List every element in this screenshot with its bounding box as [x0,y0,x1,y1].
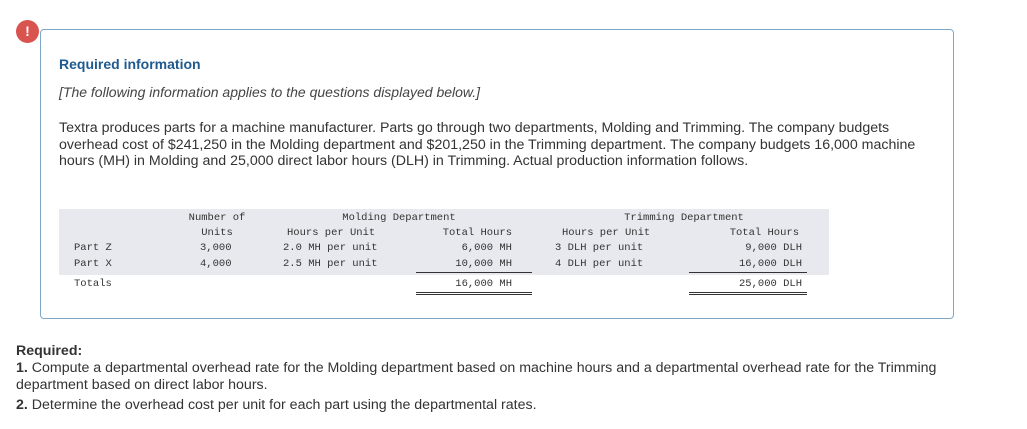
row-z-molding-total: 6,000 MH [461,242,512,254]
header-units-line2: Units [201,227,233,239]
row-x-molding-hpu: 2.5 MH per unit [283,258,378,270]
alert-icon: ! [16,20,39,43]
row-z-part: Part Z [74,242,112,254]
row-x-trimming-hpu: 4 DLH per unit [555,258,644,270]
trimming-total-double-rule-2 [689,294,807,295]
production-table [59,209,829,295]
header-molding-hours-per-unit: Hours per Unit [287,227,376,239]
row-z-molding-hpu: 2.0 MH per unit [283,242,378,254]
totals-molding: 16,000 MH [455,278,512,290]
header-molding-department: Molding Department [342,212,456,224]
info-note: [The following information applies to the questions displayed below.] [59,84,481,100]
trimming-subtotal-rule [689,272,807,273]
row-z-trimming-total: 9,000 DLH [745,242,802,254]
required-item-2-number: 2. [16,397,28,413]
molding-subtotal-rule [416,272,532,273]
header-molding-total-hours: Total Hours [442,227,512,239]
row-x-molding-total: 10,000 MH [455,258,512,270]
required-item-1 [16,360,976,393]
row-x-part: Part X [74,258,112,270]
required-information-title: Required information [59,56,201,72]
header-trimming-total-hours: Total Hours [729,227,799,239]
row-z-trimming-hpu: 3 DLH per unit [555,242,644,254]
required-item-2 [16,397,976,414]
totals-trimming: 25,000 DLH [738,278,802,290]
row-x-trimming-total: 16,000 DLH [738,258,802,270]
header-units-line1: Number of [188,212,246,224]
header-trimming-hours-per-unit: Hours per Unit [562,227,651,239]
problem-intro: Textra produces parts for a machine manufacturer. Parts go through two departments, Molding and Trimming. The company budgets overhead cost of $241,250 in the Molding department and $201,250 in the Trimming department. The company budgets 16,000 machine hours (MH) in Molding and 25,000 direct labor hours (DLH) in Trimming. Actual production information follows. [59,120,916,169]
required-item-1-number: 1. [16,360,28,376]
required-heading: Required: [16,343,83,359]
molding-total-double-rule-2 [416,294,532,295]
row-x-units: 4,000 [200,258,232,270]
trimming-total-double-rule-1 [689,292,807,293]
required-item-2-text: Determine the overhead cost per unit for each part using the departmental rates. [31,397,537,413]
molding-total-double-rule-1 [416,292,532,293]
required-item-1-text: Compute a departmental overhead rate for the Molding department based on machine hours and a departmental overhead rate for the Trimming department based on direct labor hours. [16,360,937,393]
row-z-units: 3,000 [200,242,232,254]
header-trimming-department: Trimming Department [624,212,744,224]
totals-label: Totals [74,278,112,290]
